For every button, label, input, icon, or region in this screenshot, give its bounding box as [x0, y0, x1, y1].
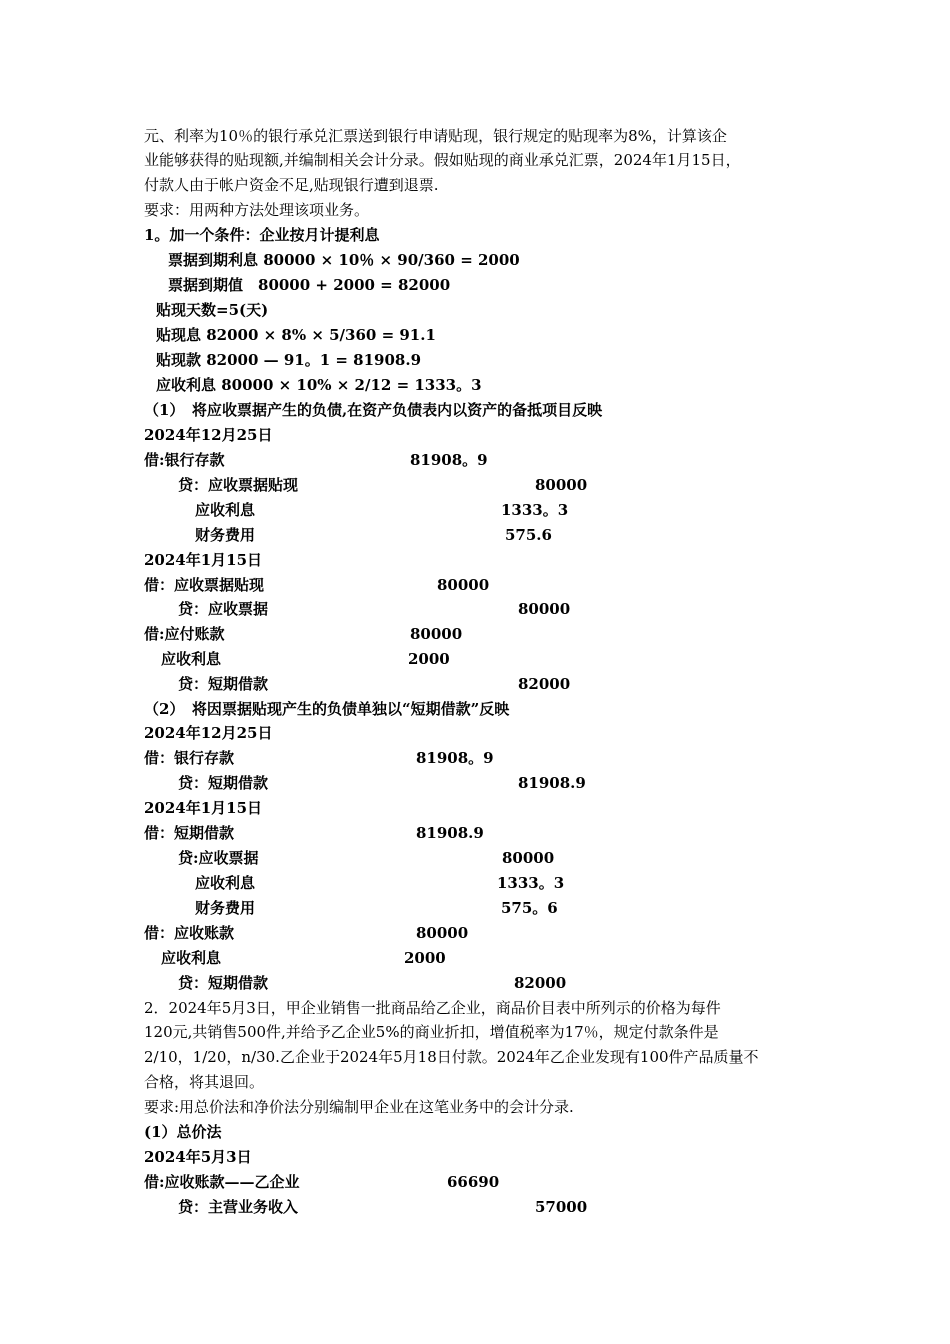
- calc-line-days: 贴现天数=5(天): [156, 301, 269, 319]
- calc-line-interest: 票据到期利息 80000 × 10％ × 90/360 = 2000: [168, 251, 520, 269]
- journal-amount: 80000: [518, 600, 571, 618]
- journal-amount: 575。6: [501, 899, 558, 917]
- journal-amount: 80000: [437, 576, 490, 594]
- q2-line-2: 120元,共销售500件,并给予乙企业5%的商业折扣，增值税率为17％，规定付款条件是: [144, 1023, 719, 1041]
- journal-account: 财务费用: [195, 899, 256, 917]
- q2-heading-gross: (1）总价法: [144, 1123, 222, 1141]
- q2-line-4: 合格，将其退回。: [144, 1073, 265, 1091]
- q2-line-1: 2．2024年5月3日，甲企业销售一批商品给乙企业，商品价目表中所列示的价格为每件: [144, 999, 721, 1017]
- journal-account: 借：短期借款: [144, 824, 235, 842]
- calc-line-discount: 贴现息 82000 × 8% × 5/360 = 91.1: [156, 326, 436, 344]
- journal-amount: 80000: [416, 924, 469, 942]
- calc-line-proceeds: 贴现款 82000 — 91。1 = 81908.9: [156, 351, 422, 369]
- method1-date-2: 2024年1月15日: [144, 551, 263, 569]
- journal-account: 贷：短期借款: [178, 974, 269, 992]
- journal-account: 应收利息: [195, 874, 256, 892]
- journal-row: [0, 921, 950, 945]
- journal-row: [0, 573, 950, 597]
- journal-amount: 2000: [408, 650, 450, 668]
- journal-row: [0, 523, 950, 547]
- journal-amount: 80000: [535, 476, 588, 494]
- q2-requirement: 要求:用总价法和净价法分别编制甲企业在这笔业务中的会计分录.: [144, 1098, 574, 1116]
- journal-row: [0, 473, 950, 497]
- journal-amount: 80000: [410, 625, 463, 643]
- journal-row: [0, 971, 950, 995]
- journal-account: 贷：应收票据: [178, 600, 269, 618]
- journal-amount: 80000: [502, 849, 555, 867]
- journal-account: 财务费用: [195, 526, 256, 544]
- journal-account: 借：应收票据贴现: [144, 576, 265, 594]
- journal-account: 贷:应收票据: [178, 849, 259, 867]
- journal-account: 贷：短期借款: [178, 675, 269, 693]
- journal-account: 贷：短期借款: [178, 774, 269, 792]
- q2-line-3: 2/10，1/20，n/30.乙企业于2024年5月18日付款。2024年乙企业发现有100件产品质量不: [144, 1048, 759, 1066]
- intro-line-3: 付款人由于帐户资金不足,贴现银行遭到退票.: [144, 176, 439, 194]
- journal-account: 借：应收账款: [144, 924, 235, 942]
- journal-amount: 575.6: [505, 526, 552, 544]
- calc-line-accrued: 应收利息 80000 × 10% × 2/12 = 1333。3: [156, 376, 482, 394]
- journal-account: 应收利息: [195, 501, 256, 519]
- journal-account: 应收利息: [161, 650, 222, 668]
- journal-amount: 81908.9: [416, 824, 484, 842]
- intro-line-1: 元、利率为10％的银行承兑汇票送到银行申请贴现，银行规定的贴现率为8%，计算该企: [144, 127, 727, 145]
- journal-amount: 82000: [518, 675, 571, 693]
- journal-row: [0, 448, 950, 472]
- journal-account: 借:应付账款: [144, 625, 225, 643]
- intro-line-2: 业能够获得的贴现额,并编制相关会计分录。假如贴现的商业承兑汇票，2024年1月15日，: [144, 151, 741, 169]
- journal-amount: 81908。9: [410, 451, 488, 469]
- journal-row: [0, 821, 950, 845]
- journal-row: [0, 672, 950, 696]
- journal-amount: 66690: [447, 1173, 500, 1191]
- method2-date-2: 2024年1月15日: [144, 799, 263, 817]
- journal-amount: 2000: [404, 949, 446, 967]
- journal-amount: 81908。9: [416, 749, 494, 767]
- journal-row: [0, 946, 950, 970]
- journal-amount: 82000: [514, 974, 567, 992]
- journal-row: [0, 647, 950, 671]
- journal-row: [0, 1195, 950, 1219]
- journal-row: [0, 896, 950, 920]
- journal-row: [0, 846, 950, 870]
- journal-account: 借:应收账款——乙企业: [144, 1173, 300, 1191]
- method2-heading: （2） 将因票据贴现产生的负债单独以“短期借款”反映: [144, 700, 510, 718]
- method1-heading: （1） 将应收票据产生的负债,在资产负债表内以资产的备抵项目反映: [144, 401, 603, 419]
- method2-date-1: 2024年12月25日: [144, 724, 273, 742]
- journal-row: [0, 597, 950, 621]
- requirement-line: 要求：用两种方法处理该项业务。: [144, 201, 370, 219]
- calc-line-maturity: 票据到期值 80000 + 2000 = 82000: [168, 276, 451, 294]
- journal-account: 借：银行存款: [144, 749, 235, 767]
- journal-amount: 1333。3: [501, 501, 569, 519]
- journal-account: 贷：主营业务收入: [178, 1198, 299, 1216]
- journal-account: 贷：应收票据贴现: [178, 476, 299, 494]
- journal-row: [0, 771, 950, 795]
- journal-row: [0, 498, 950, 522]
- journal-amount: 57000: [535, 1198, 588, 1216]
- method1-date-1: 2024年12月25日: [144, 426, 273, 444]
- journal-row: [0, 622, 950, 646]
- q2-date-1: 2024年5月3日: [144, 1148, 252, 1166]
- journal-amount: 81908.9: [518, 774, 586, 792]
- journal-row: [0, 871, 950, 895]
- journal-row: [0, 1170, 950, 1194]
- journal-account: 借:银行存款: [144, 451, 225, 469]
- journal-amount: 1333。3: [497, 874, 565, 892]
- calc-heading: 1。加一个条件：企业按月计提利息: [144, 226, 380, 244]
- journal-row: [0, 746, 950, 770]
- journal-account: 应收利息: [161, 949, 222, 967]
